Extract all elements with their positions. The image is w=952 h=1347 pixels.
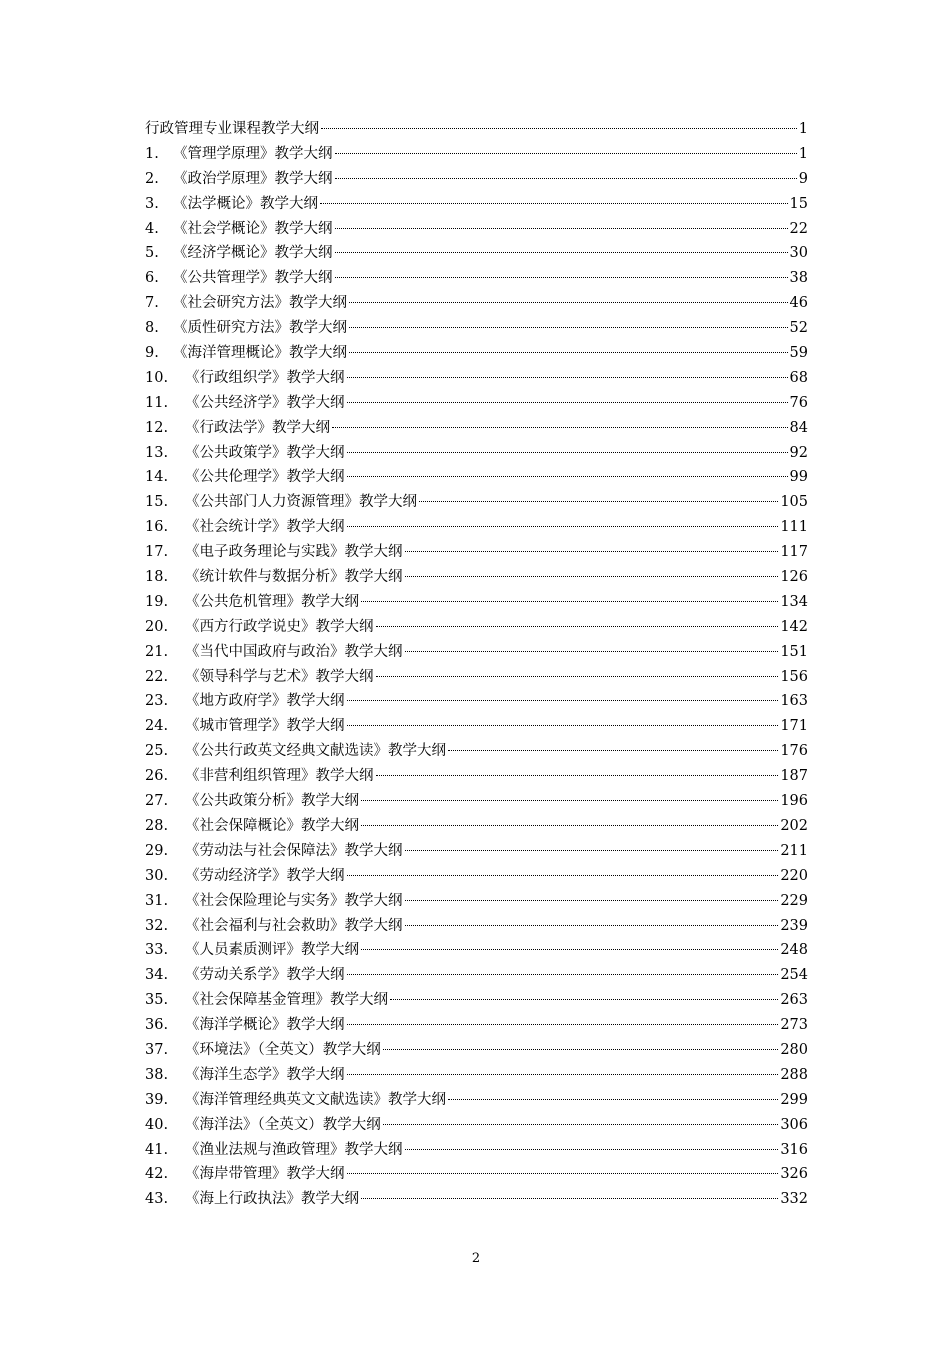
toc-entry-page: 134 bbox=[780, 593, 808, 610]
toc-entry-number: 1. bbox=[145, 145, 159, 162]
toc-entry-page: 151 bbox=[780, 643, 808, 660]
toc-entry-number: 3. bbox=[145, 195, 159, 212]
toc-entry-title: 《统计软件与数据分析》教学大纲 bbox=[185, 569, 403, 586]
toc-entry-title: 《公共政策学》教学大纲 bbox=[185, 444, 345, 461]
toc-dot-leader bbox=[347, 377, 788, 378]
toc-entry-page: 46 bbox=[789, 295, 808, 312]
toc-entry-title: 《西方行政学说史》教学大纲 bbox=[185, 618, 374, 635]
toc-entry-number: 35. bbox=[145, 992, 169, 1009]
toc-entry[interactable] bbox=[145, 839, 808, 864]
toc-entry-page: 52 bbox=[789, 320, 808, 337]
toc-dot-leader bbox=[405, 1149, 779, 1150]
toc-entry-title: 《行政组织学》教学大纲 bbox=[185, 369, 345, 386]
toc-entry-page: 220 bbox=[780, 867, 808, 884]
toc-entry[interactable] bbox=[145, 217, 808, 242]
toc-entry-page: 273 bbox=[780, 1017, 808, 1034]
toc-dot-leader bbox=[405, 925, 779, 926]
toc-entry-title: 《质性研究方法》教学大纲 bbox=[173, 320, 347, 337]
toc-entry-title: 《行政法学》教学大纲 bbox=[185, 419, 330, 436]
toc-entry-page: 229 bbox=[780, 892, 808, 909]
toc-entry-number: 8. bbox=[145, 320, 159, 337]
toc-entry-number: 24. bbox=[145, 718, 169, 735]
toc-entry[interactable] bbox=[145, 515, 808, 540]
toc-entry-page: 248 bbox=[780, 942, 808, 959]
table-of-contents bbox=[145, 117, 808, 1212]
toc-entry[interactable] bbox=[145, 1138, 808, 1163]
toc-entry-number: 21. bbox=[145, 643, 169, 660]
toc-dot-leader bbox=[347, 974, 779, 975]
toc-dot-leader bbox=[376, 775, 779, 776]
toc-entry-title: 《劳动法与社会保障法》教学大纲 bbox=[185, 842, 403, 859]
toc-dot-leader bbox=[361, 825, 778, 826]
toc-entry[interactable] bbox=[145, 714, 808, 739]
toc-entry-number: 38. bbox=[145, 1066, 169, 1083]
toc-entry[interactable] bbox=[145, 665, 808, 690]
toc-entry-page: 117 bbox=[780, 544, 808, 561]
toc-entry-title: 《非营利组织管理》教学大纲 bbox=[185, 768, 374, 785]
toc-entry-number: 15. bbox=[145, 494, 169, 511]
toc-entry-number: 5. bbox=[145, 245, 159, 262]
toc-entry[interactable] bbox=[145, 739, 808, 764]
toc-entry-number: 19. bbox=[145, 593, 169, 610]
toc-dot-leader bbox=[349, 327, 788, 328]
toc-entry-title: 《社会研究方法》教学大纲 bbox=[173, 295, 347, 312]
toc-entry-number: 20. bbox=[145, 618, 169, 635]
toc-entry-title: 《社会统计学》教学大纲 bbox=[185, 519, 345, 536]
toc-entry-title: 《社会福利与社会救助》教学大纲 bbox=[185, 917, 403, 934]
toc-entry-page: 84 bbox=[789, 419, 808, 436]
toc-dot-leader bbox=[405, 576, 779, 577]
toc-entry[interactable] bbox=[145, 490, 808, 515]
toc-entry[interactable] bbox=[145, 565, 808, 590]
toc-entry-page: 126 bbox=[780, 569, 808, 586]
toc-entry-number: 34. bbox=[145, 967, 169, 984]
toc-entry[interactable] bbox=[145, 441, 808, 466]
toc-entry[interactable] bbox=[145, 789, 808, 814]
toc-entry-number: 17. bbox=[145, 544, 169, 561]
toc-entry-page: 15 bbox=[789, 195, 808, 212]
toc-dot-leader bbox=[347, 700, 779, 701]
toc-entry-number: 25. bbox=[145, 743, 169, 760]
toc-entry-number: 14. bbox=[145, 469, 169, 486]
toc-entry-title: 《海洋管理概论》教学大纲 bbox=[173, 345, 347, 362]
toc-entry[interactable] bbox=[145, 764, 808, 789]
toc-entry[interactable] bbox=[145, 316, 808, 341]
toc-entry-title: 《法学概论》教学大纲 bbox=[173, 195, 318, 212]
toc-entry-title: 《经济学概论》教学大纲 bbox=[173, 245, 333, 262]
toc-entry-title: 《地方政府学》教学大纲 bbox=[185, 693, 345, 710]
toc-entry-number: 12. bbox=[145, 419, 169, 436]
toc-entry-number: 43. bbox=[145, 1191, 169, 1208]
toc-heading-row[interactable] bbox=[145, 117, 808, 142]
toc-entry-number: 22. bbox=[145, 668, 169, 685]
toc-entry-page: 156 bbox=[780, 668, 808, 685]
toc-entry-number: 18. bbox=[145, 569, 169, 586]
toc-dot-leader bbox=[376, 626, 779, 627]
toc-entry-number: 23. bbox=[145, 693, 169, 710]
toc-entry-number: 29. bbox=[145, 842, 169, 859]
toc-entry-page: 171 bbox=[780, 718, 808, 735]
toc-entry-number: 2. bbox=[145, 170, 159, 187]
toc-entry[interactable] bbox=[145, 291, 808, 316]
toc-dot-leader bbox=[349, 302, 788, 303]
toc-entry-title: 《海洋法》（全英文）教学大纲 bbox=[185, 1116, 381, 1133]
toc-entry-page: 30 bbox=[789, 245, 808, 262]
toc-dot-leader bbox=[383, 1124, 779, 1125]
toc-entry-page: 202 bbox=[780, 817, 808, 834]
toc-entry-title: 《公共伦理学》教学大纲 bbox=[185, 469, 345, 486]
toc-entry-page: 105 bbox=[780, 494, 808, 511]
toc-entry-page: 68 bbox=[789, 369, 808, 386]
toc-entry-page: 316 bbox=[780, 1141, 808, 1158]
toc-entry[interactable] bbox=[145, 914, 808, 939]
toc-entry-title: 《海洋管理经典英文文献选读》教学大纲 bbox=[185, 1091, 446, 1108]
toc-entry-title: 《劳动关系学》教学大纲 bbox=[185, 967, 345, 984]
toc-dot-leader bbox=[347, 725, 779, 726]
toc-entry-number: 40. bbox=[145, 1116, 169, 1133]
toc-entry[interactable] bbox=[145, 938, 808, 963]
toc-heading-title: 行政管理专业课程教学大纲 bbox=[145, 121, 319, 137]
toc-dot-leader bbox=[419, 501, 778, 502]
toc-dot-leader bbox=[390, 999, 778, 1000]
toc-dot-leader bbox=[361, 949, 778, 950]
toc-entry-number: 16. bbox=[145, 519, 169, 536]
toc-entry-number: 7. bbox=[145, 295, 159, 312]
toc-entry-page: 288 bbox=[780, 1066, 808, 1083]
toc-entry-title: 《社会保险理论与实务》教学大纲 bbox=[185, 892, 403, 909]
toc-entry-page: 263 bbox=[780, 992, 808, 1009]
toc-dot-leader bbox=[361, 601, 778, 602]
toc-entry[interactable] bbox=[145, 864, 808, 889]
toc-entry[interactable] bbox=[145, 1013, 808, 1038]
toc-entry-title: 《公共行政英文经典文献选读》教学大纲 bbox=[185, 743, 446, 760]
toc-entry-page: 59 bbox=[789, 345, 808, 362]
page-number: 2 bbox=[471, 1251, 481, 1266]
toc-entry[interactable] bbox=[145, 366, 808, 391]
toc-entry[interactable] bbox=[145, 689, 808, 714]
toc-entry-page: 254 bbox=[780, 967, 808, 984]
toc-entry-number: 13. bbox=[145, 444, 169, 461]
toc-entry[interactable] bbox=[145, 1063, 808, 1088]
toc-dot-leader bbox=[335, 153, 797, 154]
toc-entry-number: 36. bbox=[145, 1017, 169, 1034]
toc-entry-page: 280 bbox=[780, 1041, 808, 1058]
toc-entry[interactable] bbox=[145, 416, 808, 441]
toc-entry-title: 《当代中国政府与政治》教学大纲 bbox=[185, 643, 403, 660]
toc-entry-title: 《人员素质测评》教学大纲 bbox=[185, 942, 359, 959]
toc-dot-leader bbox=[347, 402, 788, 403]
toc-entry[interactable] bbox=[145, 1038, 808, 1063]
toc-entry-page: 299 bbox=[780, 1091, 808, 1108]
toc-entry-number: 37. bbox=[145, 1041, 169, 1058]
toc-entry-title: 《社会学概论》教学大纲 bbox=[173, 220, 333, 237]
toc-heading-page: 1 bbox=[798, 121, 808, 137]
toc-dot-leader bbox=[335, 178, 797, 179]
toc-entry-number: 4. bbox=[145, 220, 159, 237]
toc-entry-number: 30. bbox=[145, 867, 169, 884]
toc-dot-leader bbox=[448, 750, 778, 751]
toc-entry-title: 《公共政策分析》教学大纲 bbox=[185, 793, 359, 810]
toc-entry-page: 306 bbox=[780, 1116, 808, 1133]
toc-entry-number: 28. bbox=[145, 817, 169, 834]
toc-entry-number: 39. bbox=[145, 1091, 169, 1108]
toc-entry[interactable] bbox=[145, 540, 808, 565]
toc-dot-leader bbox=[347, 1074, 779, 1075]
toc-entry-number: 11. bbox=[145, 394, 169, 411]
toc-entry[interactable] bbox=[145, 814, 808, 839]
toc-dot-leader bbox=[332, 427, 788, 428]
toc-entry-number: 31. bbox=[145, 892, 169, 909]
toc-entry-number: 27. bbox=[145, 793, 169, 810]
toc-entry[interactable] bbox=[145, 1113, 808, 1138]
toc-dot-leader bbox=[347, 526, 779, 527]
toc-entry-page: 187 bbox=[780, 768, 808, 785]
toc-entry-page: 99 bbox=[789, 469, 808, 486]
toc-dot-leader bbox=[405, 551, 779, 552]
toc-entry-title: 《渔业法规与渔政管理》教学大纲 bbox=[185, 1141, 403, 1158]
toc-entry[interactable] bbox=[145, 1162, 808, 1187]
toc-entry-page: 196 bbox=[780, 793, 808, 810]
toc-dot-leader bbox=[321, 128, 797, 129]
toc-entry[interactable] bbox=[145, 266, 808, 291]
toc-entry-title: 《海洋生态学》教学大纲 bbox=[185, 1066, 345, 1083]
toc-entry-title: 《社会保障基金管理》教学大纲 bbox=[185, 992, 388, 1009]
toc-entry-number: 26. bbox=[145, 768, 169, 785]
toc-entry[interactable] bbox=[145, 341, 808, 366]
toc-dot-leader bbox=[405, 651, 779, 652]
toc-entry-page: 239 bbox=[780, 917, 808, 934]
toc-entry-list bbox=[145, 142, 808, 1212]
toc-entry-title: 《政治学原理》教学大纲 bbox=[173, 170, 333, 187]
toc-entry-page: 142 bbox=[780, 618, 808, 635]
toc-dot-leader bbox=[347, 875, 779, 876]
toc-entry-title: 《电子政务理论与实践》教学大纲 bbox=[185, 544, 403, 561]
toc-entry[interactable] bbox=[145, 1088, 808, 1113]
toc-entry[interactable] bbox=[145, 1187, 808, 1212]
toc-entry-page: 92 bbox=[789, 444, 808, 461]
toc-entry-page: 176 bbox=[780, 743, 808, 760]
toc-entry[interactable] bbox=[145, 889, 808, 914]
toc-entry-page: 1 bbox=[798, 145, 808, 162]
toc-entry-title: 《公共管理学》教学大纲 bbox=[173, 270, 333, 287]
toc-dot-leader bbox=[347, 452, 788, 453]
toc-entry-page: 22 bbox=[789, 220, 808, 237]
toc-entry-title: 《环境法》（全英文）教学大纲 bbox=[185, 1041, 381, 1058]
toc-entry-number: 10. bbox=[145, 369, 169, 386]
toc-entry[interactable] bbox=[145, 167, 808, 192]
toc-entry[interactable] bbox=[145, 241, 808, 266]
toc-dot-leader bbox=[361, 800, 778, 801]
toc-dot-leader bbox=[349, 352, 788, 353]
toc-entry-page: 76 bbox=[789, 394, 808, 411]
toc-dot-leader bbox=[347, 476, 788, 477]
toc-dot-leader bbox=[376, 676, 779, 677]
toc-entry-page: 9 bbox=[798, 170, 808, 187]
toc-entry-number: 32. bbox=[145, 917, 169, 934]
toc-entry-page: 163 bbox=[780, 693, 808, 710]
toc-entry[interactable] bbox=[145, 142, 808, 167]
toc-dot-leader bbox=[320, 203, 788, 204]
toc-entry-page: 38 bbox=[789, 270, 808, 287]
toc-entry-number: 6. bbox=[145, 270, 159, 287]
toc-entry-page: 111 bbox=[780, 519, 808, 536]
toc-entry-title: 《海洋学概论》教学大纲 bbox=[185, 1017, 345, 1034]
toc-entry-title: 《管理学原理》教学大纲 bbox=[173, 145, 333, 162]
toc-entry-title: 《公共危机管理》教学大纲 bbox=[185, 593, 359, 610]
toc-entry[interactable] bbox=[145, 590, 808, 615]
toc-dot-leader bbox=[335, 252, 788, 253]
toc-entry[interactable] bbox=[145, 391, 808, 416]
toc-entry[interactable] bbox=[145, 615, 808, 640]
toc-entry-number: 41. bbox=[145, 1141, 169, 1158]
toc-entry-number: 33. bbox=[145, 942, 169, 959]
toc-dot-leader bbox=[383, 1049, 779, 1050]
toc-entry-page: 326 bbox=[780, 1166, 808, 1183]
toc-entry-title: 《劳动经济学》教学大纲 bbox=[185, 867, 345, 884]
toc-dot-leader bbox=[405, 900, 779, 901]
toc-dot-leader bbox=[335, 228, 788, 229]
toc-dot-leader bbox=[347, 1024, 779, 1025]
toc-entry-number: 42. bbox=[145, 1166, 169, 1183]
toc-entry-page: 332 bbox=[780, 1191, 808, 1208]
toc-entry-title: 《公共部门人力资源管理》教学大纲 bbox=[185, 494, 417, 511]
toc-entry[interactable] bbox=[145, 192, 808, 217]
toc-entry-title: 《城市管理学》教学大纲 bbox=[185, 718, 345, 735]
toc-entry-title: 《公共经济学》教学大纲 bbox=[185, 394, 345, 411]
toc-dot-leader bbox=[347, 1173, 779, 1174]
toc-dot-leader bbox=[448, 1099, 778, 1100]
toc-entry[interactable] bbox=[145, 465, 808, 490]
toc-entry-title: 《海上行政执法》教学大纲 bbox=[185, 1191, 359, 1208]
toc-dot-leader bbox=[335, 277, 788, 278]
toc-entry-title: 《海岸带管理》教学大纲 bbox=[185, 1166, 345, 1183]
toc-entry-page: 211 bbox=[780, 842, 808, 859]
toc-dot-leader bbox=[405, 850, 779, 851]
toc-entry-number: 9. bbox=[145, 345, 159, 362]
toc-entry[interactable] bbox=[145, 963, 808, 988]
toc-entry-title: 《领导科学与艺术》教学大纲 bbox=[185, 668, 374, 685]
toc-dot-leader bbox=[361, 1198, 778, 1199]
toc-entry-title: 《社会保障概论》教学大纲 bbox=[185, 817, 359, 834]
toc-entry[interactable] bbox=[145, 640, 808, 665]
toc-entry[interactable] bbox=[145, 988, 808, 1013]
